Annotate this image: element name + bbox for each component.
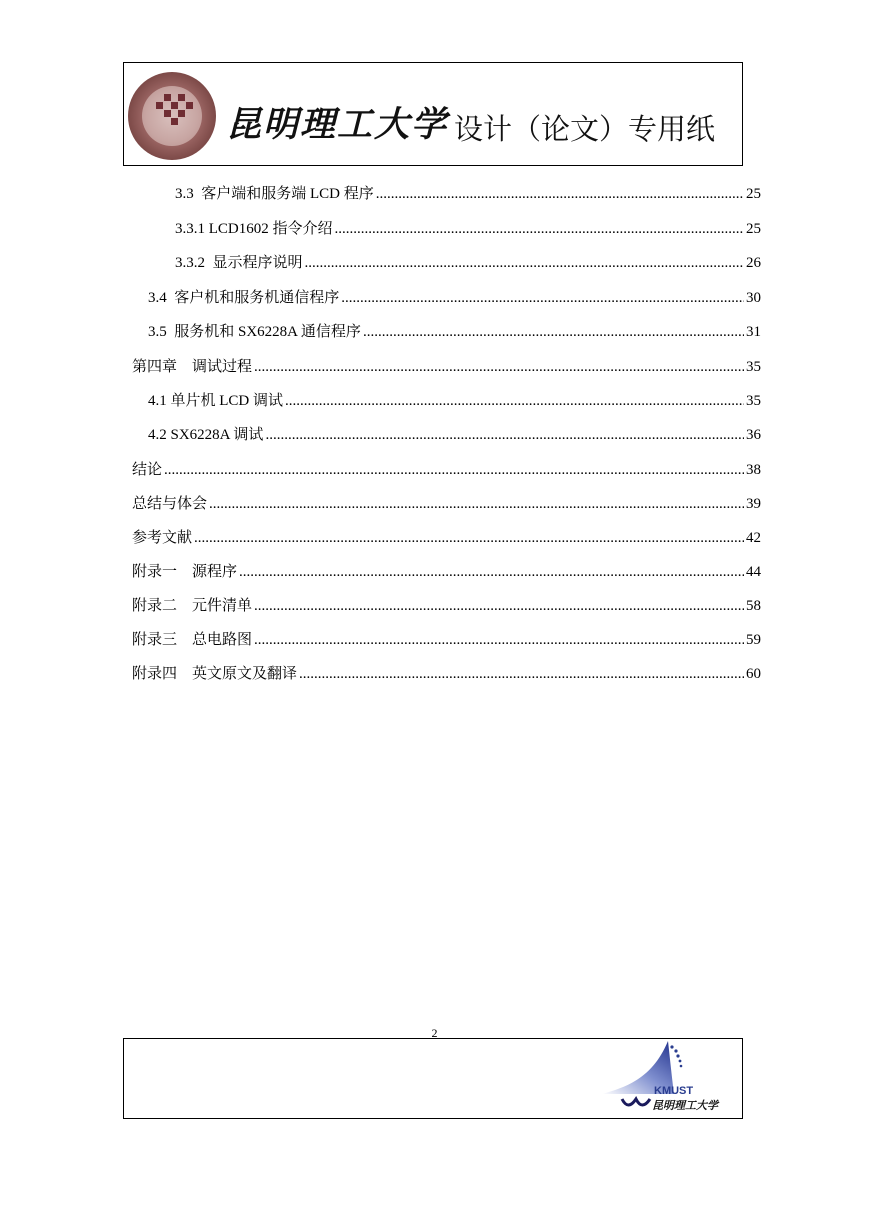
toc-leader bbox=[164, 460, 744, 480]
page-number: 2 bbox=[431, 1026, 438, 1040]
toc-entry-title: 3.3.1 LCD1602 指令介绍 bbox=[175, 221, 333, 237]
toc-entry[interactable] bbox=[148, 391, 761, 411]
header-title: 设计（论文）专用纸 bbox=[454, 112, 716, 146]
toc-entry-title: 4.2 SX6228A 调试 bbox=[148, 427, 264, 443]
toc-entry-title: 附录二 元件清单 bbox=[132, 598, 253, 614]
toc-entry[interactable] bbox=[148, 322, 761, 342]
toc-entry-page: 39 bbox=[746, 496, 761, 512]
toc-entry[interactable] bbox=[132, 528, 761, 548]
kmust-logo-text: KMUST bbox=[654, 1085, 694, 1097]
toc-entry-title: 附录四 英文原文及翻译 bbox=[132, 666, 298, 682]
toc-entry-page: 58 bbox=[746, 598, 761, 614]
toc-entry-page: 26 bbox=[746, 255, 761, 271]
toc-entry[interactable] bbox=[175, 219, 761, 239]
toc-entry-title: 4.1 单片机 LCD 调试 bbox=[148, 393, 284, 409]
toc-leader bbox=[239, 562, 744, 582]
toc-entry[interactable] bbox=[132, 494, 761, 514]
toc-entry-title: 3.5 服务机和 SX6228A 通信程序 bbox=[148, 324, 361, 340]
toc-entry-title: 3.3.2 显示程序说明 bbox=[175, 255, 303, 271]
toc-entry-page: 25 bbox=[746, 186, 761, 202]
toc-entry[interactable] bbox=[132, 459, 761, 480]
toc-entry-title: 3.4 客户机和服务机通信程序 bbox=[148, 290, 340, 306]
page-header bbox=[123, 62, 743, 166]
toc-entry[interactable] bbox=[132, 664, 761, 684]
toc-entry-title: 3.3 客户端和服务端 LCD 程序 bbox=[175, 186, 374, 202]
toc-entry-page: 35 bbox=[746, 393, 761, 409]
toc-entry-page: 60 bbox=[746, 666, 761, 682]
toc-entry-title: 结论 bbox=[132, 460, 163, 478]
page-footer bbox=[123, 1038, 743, 1119]
university-name: 昆明理工大学 bbox=[226, 104, 449, 145]
footer-university-name: 昆明理工大学 bbox=[652, 1099, 718, 1112]
toc-entry-page: 42 bbox=[746, 530, 761, 546]
toc-entry-title: 总结与体会 bbox=[132, 496, 208, 512]
toc-leader bbox=[335, 219, 744, 239]
toc-leader bbox=[209, 494, 744, 514]
toc-entry-page: 44 bbox=[746, 564, 761, 580]
toc-entry[interactable] bbox=[132, 562, 761, 582]
toc-entry-page: 35 bbox=[746, 359, 761, 375]
university-seal-logo bbox=[128, 72, 216, 160]
toc-entry-title: 第四章 调试过程 bbox=[132, 359, 253, 375]
toc-entry-page: 38 bbox=[746, 462, 761, 478]
toc-entry[interactable] bbox=[175, 253, 761, 273]
toc-entry-page: 36 bbox=[746, 427, 761, 443]
toc-leader bbox=[285, 391, 744, 411]
toc-entry[interactable] bbox=[175, 184, 761, 204]
toc-entry[interactable] bbox=[148, 288, 761, 308]
toc-leader bbox=[254, 596, 744, 616]
toc-leader bbox=[194, 528, 744, 548]
toc-entry[interactable] bbox=[132, 630, 761, 650]
toc-leader bbox=[254, 357, 744, 377]
toc-entry-title: 附录三 总电路图 bbox=[132, 632, 253, 648]
toc-entry-page: 59 bbox=[746, 632, 761, 648]
toc-entry[interactable] bbox=[132, 357, 761, 377]
toc-leader bbox=[363, 322, 744, 342]
toc-leader bbox=[341, 288, 744, 308]
toc-entry-title: 附录一 源程序 bbox=[132, 564, 238, 580]
toc-entry-title: 参考文献 bbox=[132, 530, 193, 546]
toc-leader bbox=[299, 664, 744, 684]
toc-entry-page: 31 bbox=[746, 324, 761, 340]
toc-entry[interactable] bbox=[148, 425, 761, 445]
toc-leader bbox=[305, 253, 744, 273]
toc-leader bbox=[254, 630, 744, 650]
toc-leader bbox=[376, 184, 744, 204]
toc-entry-page: 30 bbox=[746, 290, 761, 306]
toc-entry[interactable] bbox=[132, 596, 761, 616]
toc-leader bbox=[265, 425, 744, 445]
toc-entry-page: 25 bbox=[746, 221, 761, 237]
